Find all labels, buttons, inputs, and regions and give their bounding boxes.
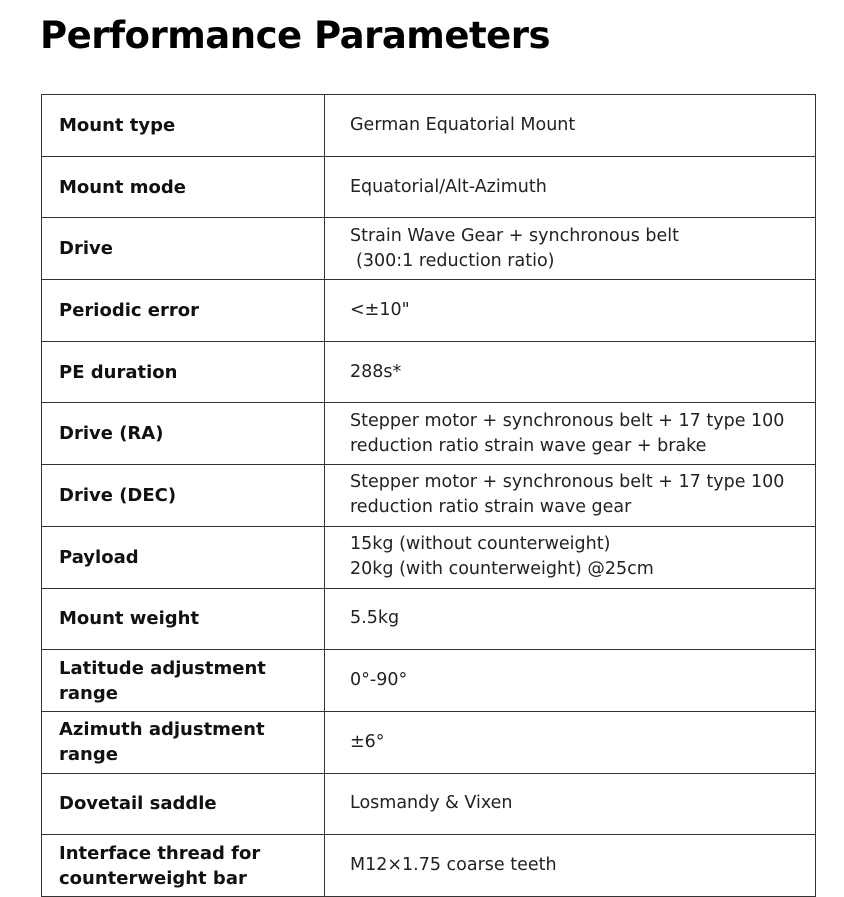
spec-value-line: Equatorial/Alt-Azimuth <box>350 176 547 197</box>
spec-value-line: ±6° <box>350 731 385 752</box>
spec-value <box>325 711 816 773</box>
spec-value-line: 288s* <box>350 361 402 382</box>
spec-value <box>325 526 816 588</box>
spec-value <box>325 465 816 527</box>
spec-label: PE duration <box>42 341 325 403</box>
table-row <box>42 835 816 897</box>
page-title: Performance Parameters <box>40 14 550 57</box>
spec-label: Payload <box>42 526 325 588</box>
spec-value-line: German Equatorial Mount <box>350 114 576 135</box>
spec-label: Latitude adjustment range <box>42 650 325 712</box>
table-row <box>42 156 816 218</box>
table-row <box>42 711 816 773</box>
spec-value-line: 15kg (without counterweight) <box>350 534 611 555</box>
spec-label: Mount type <box>42 95 325 157</box>
spec-label <box>42 835 325 897</box>
spec-value-line: Stepper motor + synchronous belt + 17 type 100 <box>350 410 785 431</box>
spec-label: Drive <box>42 218 325 280</box>
spec-value-line: 0°-90° <box>350 670 408 691</box>
table-row <box>42 526 816 588</box>
spec-value <box>325 218 816 280</box>
spec-value <box>325 403 816 465</box>
spec-value-line: Stepper motor + synchronous belt + 17 type 100 <box>350 472 785 493</box>
spec-label: Mount weight <box>42 588 325 650</box>
spec-value <box>325 835 816 897</box>
spec-label-line: counterweight bar <box>59 867 247 889</box>
spec-label-line: Interface thread for <box>59 842 261 864</box>
spec-value <box>325 95 816 157</box>
table-row <box>42 280 816 342</box>
spec-label: Dovetail saddle <box>42 773 325 835</box>
table-row <box>42 588 816 650</box>
spec-value-line: 5.5kg <box>350 608 400 629</box>
spec-value-line: Losmandy & Vixen <box>350 793 513 814</box>
spec-value-line: (300:1 reduction ratio) <box>356 250 555 271</box>
table-row <box>42 465 816 527</box>
spec-value-line: reduction ratio strain wave gear <box>350 497 632 518</box>
spec-value <box>325 588 816 650</box>
spec-label: Periodic error <box>42 280 325 342</box>
spec-label: Mount mode <box>42 156 325 218</box>
spec-value-line: reduction ratio strain wave gear + brake <box>350 435 707 456</box>
specifications-table <box>41 94 816 897</box>
table-row <box>42 650 816 712</box>
spec-value <box>325 156 816 218</box>
spec-value-line: <±10" <box>350 299 410 320</box>
spec-value <box>325 773 816 835</box>
spec-label: Azimuth adjustment range <box>42 711 325 773</box>
table-row <box>42 403 816 465</box>
spec-label: Drive (DEC) <box>42 465 325 527</box>
table-row <box>42 341 816 403</box>
spec-value-line: M12×1.75 coarse teeth <box>350 855 557 876</box>
table-row <box>42 218 816 280</box>
spec-value-line: 20kg (with counterweight) @25cm <box>350 559 654 580</box>
spec-label: Drive (RA) <box>42 403 325 465</box>
spec-value <box>325 650 816 712</box>
spec-value <box>325 280 816 342</box>
spec-value <box>325 341 816 403</box>
spec-value-line: Strain Wave Gear + synchronous belt <box>350 225 679 246</box>
table-row <box>42 95 816 157</box>
table-row <box>42 773 816 835</box>
